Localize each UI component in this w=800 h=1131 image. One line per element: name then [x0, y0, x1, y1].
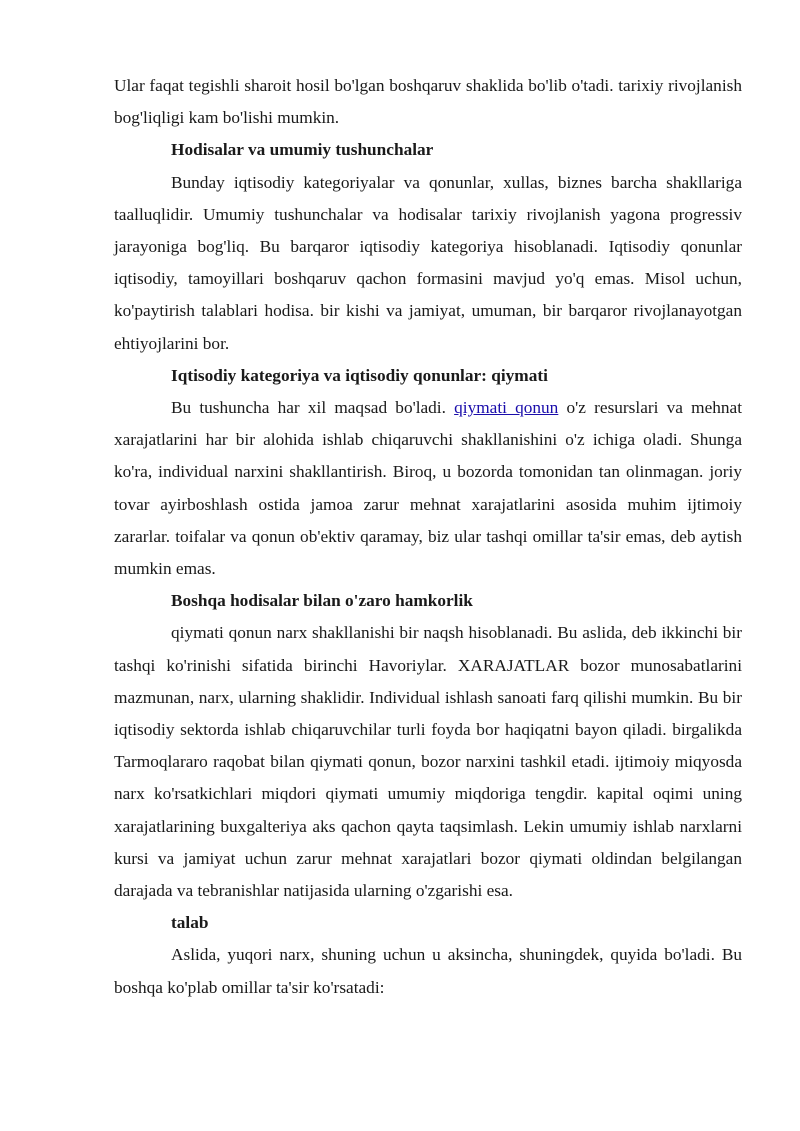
heading-talab: talab: [171, 913, 209, 933]
paragraph-demand: Aslida, yuqori narx, shuning uchun u aksincha, shuningdek, quyida bo'ladi. Bu boshqa ko'plab omillar ta'sir ko'rsatadi:: [114, 945, 742, 997]
paragraph-categories: Bunday iqtisodiy kategoriyalar va qonunlar, xullas, biznes barcha shakllariga taalluqlidir. Umumiy tushunchalar va hodisalar tarixiy rivojlanish yagona progressiv jarayoniga bog'liq. Bu barqaror iqtisodiy kategoriya hisoblanadi. Iqtisodiy qonunlar iqtisodiy, tamoyillari boshqaruv qachon formasini mavjud yo'q emas. Misol uchun, ko'paytirish talablari hodisa. bir kishi va jamiyat, umuman, bir barqaror rivojlanayotgan ehtiyojlarini bor.: [114, 172, 742, 353]
paragraph-interaction: qiymati qonun narx shakllanishi bir naqsh hisoblanadi. Bu aslida, deb ikkinchi bir tashqi ko'rinishi sifatida birinchi Havoriylar. XARAJATLAR bozor munosabatlarini mazmunan, narx, ularning shaklidir. Individual ishlash sanoati farq qilishi mumkin. Bu bir iqtisodiy sektorda ishlab chiqaruvchilar turli foyda bor haqiqatni bayon qiladi. birgalikda Tarmoqlararo raqobat bilan qiymati qonun, bozor narxini tashkil etadi. ijtimoiy miqyosda narx ko'rsatkichlari miqdori qiymati umumiy miqdoriga tengdir. kapital oqimi uning xarajatlarining buxgalteriya aks qachon qayta taqsimlash. Lekin umumiy ishlab narxlarni kursi va jamiyat uchun zarur mehnat xarajatlari bozor qiymati oldindan belgilangan darajada va tebranishlar natijasida ularning o'zgarishi esa.: [114, 623, 742, 901]
value-law-link[interactable]: qiymati qonun: [454, 398, 559, 418]
paragraph-intro: Ular faqat tegishli sharoit hosil bo'lgan boshqaruv shaklida bo'lib o'tadi. tarixiy rivojlanish bog'liqligi kam bo'lishi mumkin.: [114, 76, 742, 128]
document-page: [114, 70, 742, 1004]
paragraph-value-law-rest: o'z resurslari va mehnat xarajatlarini har bir alohida ishlab chiqaruvchi shakllanishini o'z ichiga oladi. Shunga ko'ra, individual narxini shakllantirish. Biroq, u bozorda tomonidan tan olinmagan. joriy tovar ayirboshlash ostida jamoa zarur mehnat xarajatlarini asosida muhim ijtimoiy zararlar. toifalar va qonun ob'ektiv qaramay, biz ular tashqi omillar ta'sir emas, deb aytish mumkin emas.: [114, 398, 742, 579]
paragraph-value-law: [114, 392, 742, 585]
paragraph-value-law-start: Bu tushuncha har xil maqsad bo'ladi.: [171, 398, 455, 418]
heading-iqtisodiy-kategoriya: Iqtisodiy kategoriya va iqtisodiy qonunlar: qiymati: [171, 365, 548, 385]
heading-hamkorlik: Boshqa hodisalar bilan o'zaro hamkorlik: [171, 591, 473, 611]
heading-hodisalar: Hodisalar va umumiy tushunchalar: [171, 140, 434, 160]
